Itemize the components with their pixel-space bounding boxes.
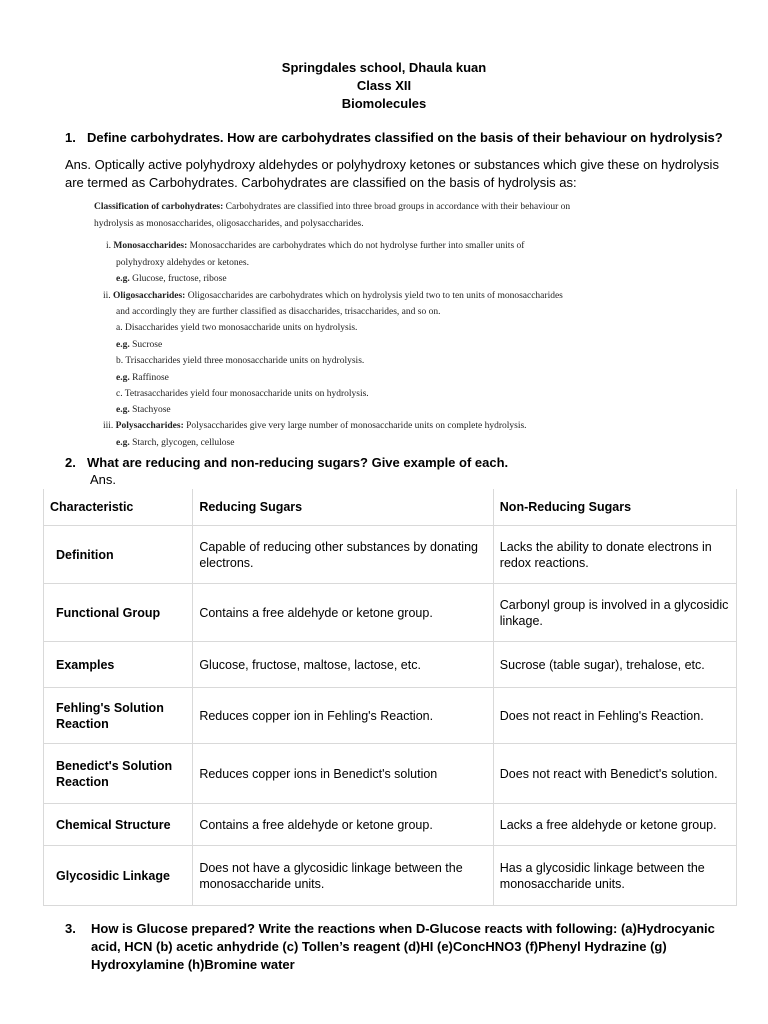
question-3-text: How is Glucose prepared? Write the reactions when D-Glucose reacts with following: (a)Hydrocyanic acid, HCN (b) acetic anhydride (c) Tollen’s reagent (d)HI (e)ConcHNO3 (f)Phenyl Hydrazine (g) Hydroxylamine (h)Bromine water: [91, 921, 715, 972]
answer-2-label: Ans.: [90, 472, 117, 487]
table-row: [44, 526, 737, 584]
answer-1: Ans. Optically active polyhydroxy aldehydes or polyhydroxy ketones or substances which give these on hydrolysis are termed as Carbohydrates. Carbohydrates are classified on the basis of hydrolysis as:: [65, 157, 719, 190]
row-non-reducing: Lacks the ability to donate electrons in redox reactions.: [493, 526, 736, 584]
row-characteristic: Functional Group: [44, 584, 193, 642]
oligo-text: Oligosaccharides are carbohydrates which on hydrolysis yield two to ten units of monosaccharides: [187, 291, 563, 301]
row-characteristic: Definition: [44, 526, 193, 584]
oligo-a-eg-label: e.g.: [116, 340, 130, 350]
row-non-reducing: Carbonyl group is involved in a glycosidic linkage.: [493, 584, 736, 642]
mono-example: Glucose, fructose, ribose: [132, 274, 227, 284]
table-row: [44, 744, 737, 804]
mono-number: i.: [106, 241, 112, 251]
row-reducing: Contains a free aldehyde or ketone group.: [193, 804, 493, 846]
mono-text: Monosaccharides are carbohydrates which do not hydrolyse further into smaller units of: [189, 241, 525, 251]
row-characteristic: Examples: [44, 642, 193, 688]
header-characteristic: Characteristic: [44, 489, 193, 526]
row-reducing: Contains a free aldehyde or ketone group.: [193, 584, 493, 642]
oligo-text-2: and accordingly they are further classified as disaccharides, trisaccharides, and so on.: [116, 307, 441, 317]
oligo-a-example: Sucrose: [132, 340, 163, 350]
row-reducing: Does not have a glycosidic linkage between the monosaccharide units.: [193, 846, 493, 906]
oligo-b-eg-label: e.g.: [116, 373, 130, 383]
row-reducing: Glucose, fructose, maltose, lactose, etc.: [193, 642, 493, 688]
table-header-row: [44, 489, 737, 526]
question-1-number: 1.: [65, 130, 76, 145]
header-reducing-sugars: Reducing Sugars: [193, 489, 493, 526]
oligo-number: ii.: [103, 291, 111, 301]
row-characteristic: Benedict's Solution Reaction: [44, 744, 193, 804]
question-3-number: 3.: [65, 921, 76, 936]
poly-text: Polysaccharides give very large number of monosaccharide units on complete hydrolysis.: [186, 421, 527, 431]
row-reducing: Reduces copper ion in Fehling's Reaction.: [193, 688, 493, 744]
school-name: Springdales school, Dhaula kuan: [281, 60, 487, 75]
oligo-c-example: Stachyose: [132, 405, 171, 415]
mono-title: Monosaccharides:: [113, 241, 188, 251]
oligo-b: b. Trisaccharides yield three monosaccharide units on hydrolysis.: [116, 356, 365, 366]
question-1-text: Define carbohydrates. How are carbohydrates classified on the basis of their behaviour on hydrolysis?: [87, 130, 723, 145]
classification-title: Classification of carbohydrates:: [94, 202, 224, 212]
row-reducing: Capable of reducing other substances by donating electrons.: [193, 526, 493, 584]
row-characteristic: Chemical Structure: [44, 804, 193, 846]
row-non-reducing: Does not react in Fehling's Reaction.: [493, 688, 736, 744]
oligo-c-eg-label: e.g.: [116, 405, 130, 415]
row-non-reducing: Sucrose (table sugar), trehalose, etc.: [493, 642, 736, 688]
classification-intro-2: hydrolysis as monosaccharides, oligosaccharides, and polysaccharides.: [94, 219, 364, 229]
oligo-title: Oligosaccharides:: [113, 291, 186, 301]
row-reducing: Reduces copper ions in Benedict's solution: [193, 744, 493, 804]
row-non-reducing: Lacks a free aldehyde or ketone group.: [493, 804, 736, 846]
class-label: Class XII: [356, 78, 412, 93]
row-characteristic: Glycosidic Linkage: [44, 846, 193, 906]
sugars-comparison-table: [43, 489, 737, 906]
classification-intro-1: Carbohydrates are classified into three broad groups in accordance with their behaviour on: [225, 202, 571, 212]
topic-title: Biomolecules: [341, 96, 427, 111]
header-non-reducing-sugars: Non-Reducing Sugars: [493, 489, 736, 526]
poly-example: Starch, glycogen, cellulose: [132, 438, 235, 448]
table-row: [44, 846, 737, 906]
mono-text-2: polyhydroxy aldehydes or ketones.: [116, 258, 249, 268]
mono-eg-label: e.g.: [116, 274, 130, 284]
question-2-number: 2.: [65, 455, 76, 470]
table-row: [44, 642, 737, 688]
poly-title: Polysaccharides:: [115, 421, 184, 431]
question-2-text: What are reducing and non-reducing sugars? Give example of each.: [87, 455, 509, 470]
oligo-b-example: Raffinose: [132, 373, 169, 383]
poly-eg-label: e.g.: [116, 438, 130, 448]
row-non-reducing: Does not react with Benedict's solution.: [493, 744, 736, 804]
table-row: [44, 584, 737, 642]
oligo-c: c. Tetrasaccharides yield four monosaccharide units on hydrolysis.: [116, 389, 369, 399]
document-header: [0, 59, 768, 113]
oligo-a: a. Disaccharides yield two monosaccharide units on hydrolysis.: [116, 323, 358, 333]
table-row: [44, 688, 737, 744]
poly-number: iii.: [103, 421, 114, 431]
table-row: [44, 804, 737, 846]
row-non-reducing: Has a glycosidic linkage between the monosaccharide units.: [493, 846, 736, 906]
row-characteristic: Fehling's Solution Reaction: [44, 688, 193, 744]
